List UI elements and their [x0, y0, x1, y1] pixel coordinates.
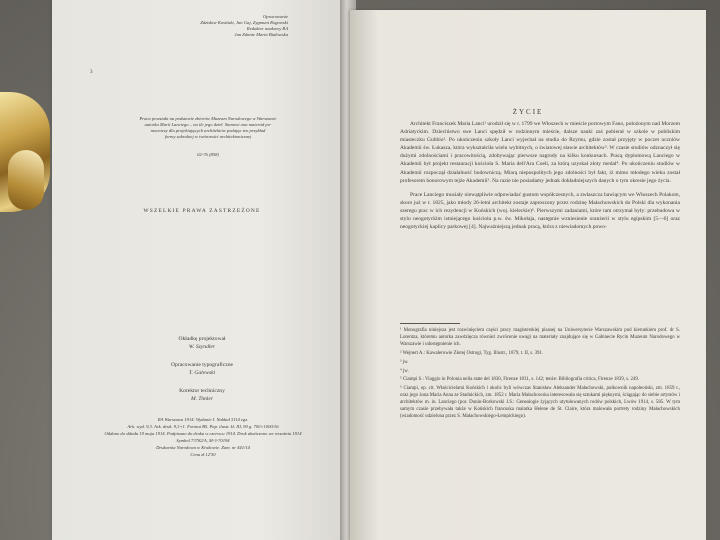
- page-mark: 3: [90, 70, 93, 75]
- note-ref: 02-76 (858): [197, 152, 219, 157]
- footnote: ⁶ Ciampi, op. cit. Właścicielami Końskich i okolic byli wówczas Stanisław Aleksander Małachowski, pułkownik napoleoński, zm. 1859 r., oraz jego żona Maria Anna ze Stadnickich, zm. 1852 r. Maria Małachowska interesowała się sztukami pięknymi, ściągając do siebie artystów i architektów m. in. Lanciego (por. Dunin-Borkowski J.S.: Genealogie żyjących utytułowanych rodów polskich, Lwów 1914, s. 585. W tym samym czasie przebywała także w Końskich francuska malarka Helene de St. Claire, która malowała portrety rodziny Małachowskich (wiadomość udzielona przez S. Małachowskiego-Łempickiego).: [400, 386, 680, 419]
- credits-top-line: Zdzisław Kosiński, Jan Gaj, Zygmunt Rogowski: [200, 20, 288, 25]
- colophon-line: Cena zł 12'50: [190, 452, 216, 457]
- credit-name: M. Timler: [190, 395, 214, 402]
- note-line: autorka Marii Lanciego – na tle jego dzieł. Stanowi ona materiał po-: [144, 122, 272, 127]
- note-line: mocniczy dla projektujących architektów podając ten przykład: [150, 128, 266, 133]
- left-page: [52, 0, 348, 540]
- credit-typography: [112, 362, 292, 377]
- credit-name: W. Szyndler: [188, 343, 216, 350]
- credits-top-line: Redaktor naukowy RA: [246, 26, 288, 31]
- credit-role: Opracowanie typograficzne: [171, 362, 233, 368]
- right-page: [350, 10, 706, 540]
- paragraph: Architekt Franciszek Maria Lanci¹ urodził się w r. 1799 we Włoszech w mieście portowym Fano, położonym nad Morzem Adriatyckim. Dzieciństwo swe Lanci spędził w rodzinnym mieście, dalsze nauki zaś pobierał w szkole w pobliskim miasteczku Gubbio². Po ukończeniu szkoły Lanci wyjechał na studia do Rzymu, gdzie został przyjęty w poczet uczniów Akademii św. Łukasza, która wykształciła wielu wybitnych, o światowej sławie architektów³. W czasie studiów odznaczył się dużymi zdolnościami i pracowitością, zdobywając pierwsze nagrody na kilku konkursach. Pracą dyplomową Lanciego w Akademii był projekt restauracji kościoła S. Maria dell'Ara Coeli, za którą uzyskał złoty medal⁴. Po ukończeniu studiów w Akademii rozpoczął działalność budowniczą. Miarą niepospolitych jego zdolności był fakt, iż mimo młodego wieku został profesorem honorowym tejże Akademii⁵. Na razie nie posiadamy jednak dokładniejszych danych o tym okresie jego życia.: [400, 121, 680, 184]
- credits-top-line: Jan Zdanie Maria Białowska: [234, 32, 288, 37]
- chapter-title: ŻYCIE: [512, 108, 544, 116]
- colophon-line: Ark. wyd. 9,3. Ark. druk. 9,3+1. Format B5. Pap. ilustr. kl. III, 90 g. 700×1000/16: [127, 424, 279, 429]
- colophon-line: Symbol 73782/A, M-3-70194: [176, 438, 230, 443]
- brass-ornament-detail: [8, 150, 44, 210]
- credit-role: Okładkę projektował: [178, 336, 226, 342]
- footnote-rule: [400, 323, 460, 324]
- credit-role: Korektor techniczny: [179, 388, 225, 394]
- credits-top: [138, 14, 288, 38]
- footnote: ³ jw.: [400, 359, 409, 365]
- paragraph: Prace Lanciego musiały niewątpliwie odpowiadać gustom współczesnych, a zwłaszcza bawiącym we Włoszech Polakom, skoro już w r. 1825, jako młody 26-letni architekt zostaje zaproszony przez rodzinę Małachowskich do Polski dla wykonania szeregu prac w ich rezydencji w Końskich (woj. kieleckie)⁶. Pierwszymi zadaniami, które tam otrzymał były: przebudowa w stylu neogotyckim istniejącego kościoła p.w. św. Mikołaja, następnie wzniesienie oranżerii w stylu egipskim [5—6] oraz neogotyckiej kaplicy parkowej [4]. Najważniejszą jednak pracą, która z niewiadomych powo-: [400, 191, 680, 231]
- footnote: ⁵ Ciampi S.: Viaggio in Polonia nella state del 1830, Firenze 1831, s. 142; tenże: Bibliografia critica, Firenze 1839, s. 249.: [400, 377, 640, 383]
- note-line: formy sakralnej w twórczości architektonicznej: [164, 134, 252, 139]
- credit-name: T. Galewski: [188, 369, 216, 376]
- credit-cover: [112, 336, 292, 351]
- body-text: [400, 120, 680, 231]
- footnote: ² Wejnert A.: Kawalerowie Złotej Ostrogi, Tyg. Illustr., 1879, t. II, s. 391.: [400, 350, 544, 356]
- footnotes: [400, 328, 680, 423]
- footnote: ¹ Monografia niniejsza jest rozwinięciem części pracy magisterskiej pisanej na Uniwersytecie Warszawskim pod kierunkiem prof. dr S. Lorentza, któremu autorka zawdzięcza również zwrócenie uwagi na materiały znajdujące się w Gabinecie Rycin Muzeum Narodowego w Warszawie i udostępnienie ich.: [400, 328, 680, 347]
- colophon-line: Drukarnia Narodowa w Krakowie. Zam. nr 441/14: [156, 445, 250, 450]
- note-line: Praca powstała na podstawie zbiorów Muzeum Narodowego w Warszawie: [139, 116, 277, 121]
- note-block: [98, 116, 318, 158]
- colophon: [98, 416, 308, 458]
- copyright-notice: WSZELKIE PRAWA ZASTRZEŻONE: [143, 208, 261, 214]
- colophon-line: RA Warszawa 1914. Wydanie I. Nakład 3114 egz.: [157, 417, 249, 422]
- footnote: ⁴ jw.: [400, 368, 409, 374]
- colophon-line: Oddano do składu 19 maja 1914. Podpisano do druku w czerwcu 1914. Druk ukończono we wrześniu 1914: [104, 431, 302, 436]
- credits-top-line: Opracowanie: [262, 14, 288, 19]
- credit-proofreader: [112, 388, 292, 403]
